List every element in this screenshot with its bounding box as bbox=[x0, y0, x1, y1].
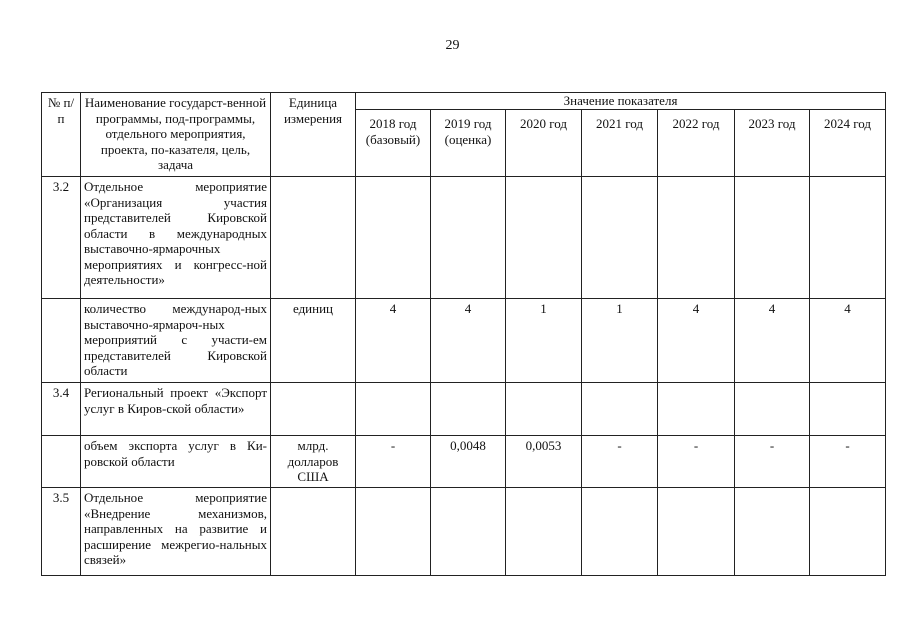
header-year-2018: 2018 год (базовый) bbox=[356, 110, 431, 177]
value-cell bbox=[431, 488, 506, 576]
value-cell bbox=[356, 177, 431, 299]
row-num bbox=[42, 436, 81, 488]
table-row bbox=[42, 299, 886, 383]
row-unit: млрд. долларов США bbox=[271, 436, 356, 488]
table-row bbox=[42, 436, 886, 488]
value-cell: - bbox=[658, 436, 735, 488]
header-year-2019: 2019 год (оценка) bbox=[431, 110, 506, 177]
value-cell bbox=[582, 488, 658, 576]
value-cell bbox=[506, 383, 582, 436]
value-cell bbox=[658, 383, 735, 436]
value-cell: - bbox=[356, 436, 431, 488]
row-name: объем экспорта услуг в Ки-ровской области bbox=[81, 436, 271, 488]
value-cell: 1 bbox=[582, 299, 658, 383]
table-row bbox=[42, 488, 886, 576]
header-year-2023: 2023 год bbox=[735, 110, 810, 177]
row-unit bbox=[271, 177, 356, 299]
value-cell: 0,0048 bbox=[431, 436, 506, 488]
value-cell bbox=[658, 488, 735, 576]
table-row bbox=[42, 383, 886, 436]
row-num: 3.4 bbox=[42, 383, 81, 436]
value-cell: - bbox=[582, 436, 658, 488]
indicators-table bbox=[41, 92, 886, 576]
value-cell bbox=[506, 488, 582, 576]
row-num: 3.5 bbox=[42, 488, 81, 576]
value-cell bbox=[735, 177, 810, 299]
value-cell: - bbox=[735, 436, 810, 488]
header-year-2021: 2021 год bbox=[582, 110, 658, 177]
value-cell bbox=[810, 383, 886, 436]
value-cell bbox=[356, 383, 431, 436]
header-num: № п/п bbox=[42, 93, 81, 177]
header-year-2020: 2020 год bbox=[506, 110, 582, 177]
value-cell bbox=[735, 488, 810, 576]
row-unit: единиц bbox=[271, 299, 356, 383]
header-year-2024: 2024 год bbox=[810, 110, 886, 177]
value-cell: 4 bbox=[735, 299, 810, 383]
value-cell: 4 bbox=[431, 299, 506, 383]
value-cell: 4 bbox=[356, 299, 431, 383]
value-cell bbox=[735, 383, 810, 436]
value-cell bbox=[356, 488, 431, 576]
value-cell: 4 bbox=[658, 299, 735, 383]
row-name: Отдельное мероприятие «Организация участия представителей Кировской области в международных выставочно-ярмарочных мероприятиях и конгресс-ной деятельности» bbox=[81, 177, 271, 299]
table-row bbox=[42, 177, 886, 299]
row-num bbox=[42, 299, 81, 383]
value-cell bbox=[582, 383, 658, 436]
value-cell bbox=[431, 177, 506, 299]
row-unit bbox=[271, 488, 356, 576]
header-name: Наименование государст-венной программы, под-программы, отдельного мероприятия, проекта, по-казателя, цель, задача bbox=[81, 93, 271, 177]
header-unit: Единица измерения bbox=[271, 93, 356, 177]
value-cell: - bbox=[810, 436, 886, 488]
value-cell bbox=[506, 177, 582, 299]
value-cell bbox=[810, 488, 886, 576]
header-year-2022: 2022 год bbox=[658, 110, 735, 177]
value-cell bbox=[431, 383, 506, 436]
value-cell: 0,0053 bbox=[506, 436, 582, 488]
value-cell bbox=[582, 177, 658, 299]
value-cell: 1 bbox=[506, 299, 582, 383]
row-name: количество международ-ных выставочно-ярмароч-ных мероприятий с участи-ем представителей Кировской области bbox=[81, 299, 271, 383]
value-cell bbox=[810, 177, 886, 299]
row-unit bbox=[271, 383, 356, 436]
header-value-group: Значение показателя bbox=[356, 93, 886, 110]
row-name: Региональный проект «Экспорт услуг в Киров-ской области» bbox=[81, 383, 271, 436]
value-cell bbox=[658, 177, 735, 299]
row-name: Отдельное мероприятие «Внедрение механизмов, направленных на развитие и расширение межрегио-нальных связей» bbox=[81, 488, 271, 576]
row-num: 3.2 bbox=[42, 177, 81, 299]
page-number: 29 bbox=[445, 38, 460, 53]
value-cell: 4 bbox=[810, 299, 886, 383]
